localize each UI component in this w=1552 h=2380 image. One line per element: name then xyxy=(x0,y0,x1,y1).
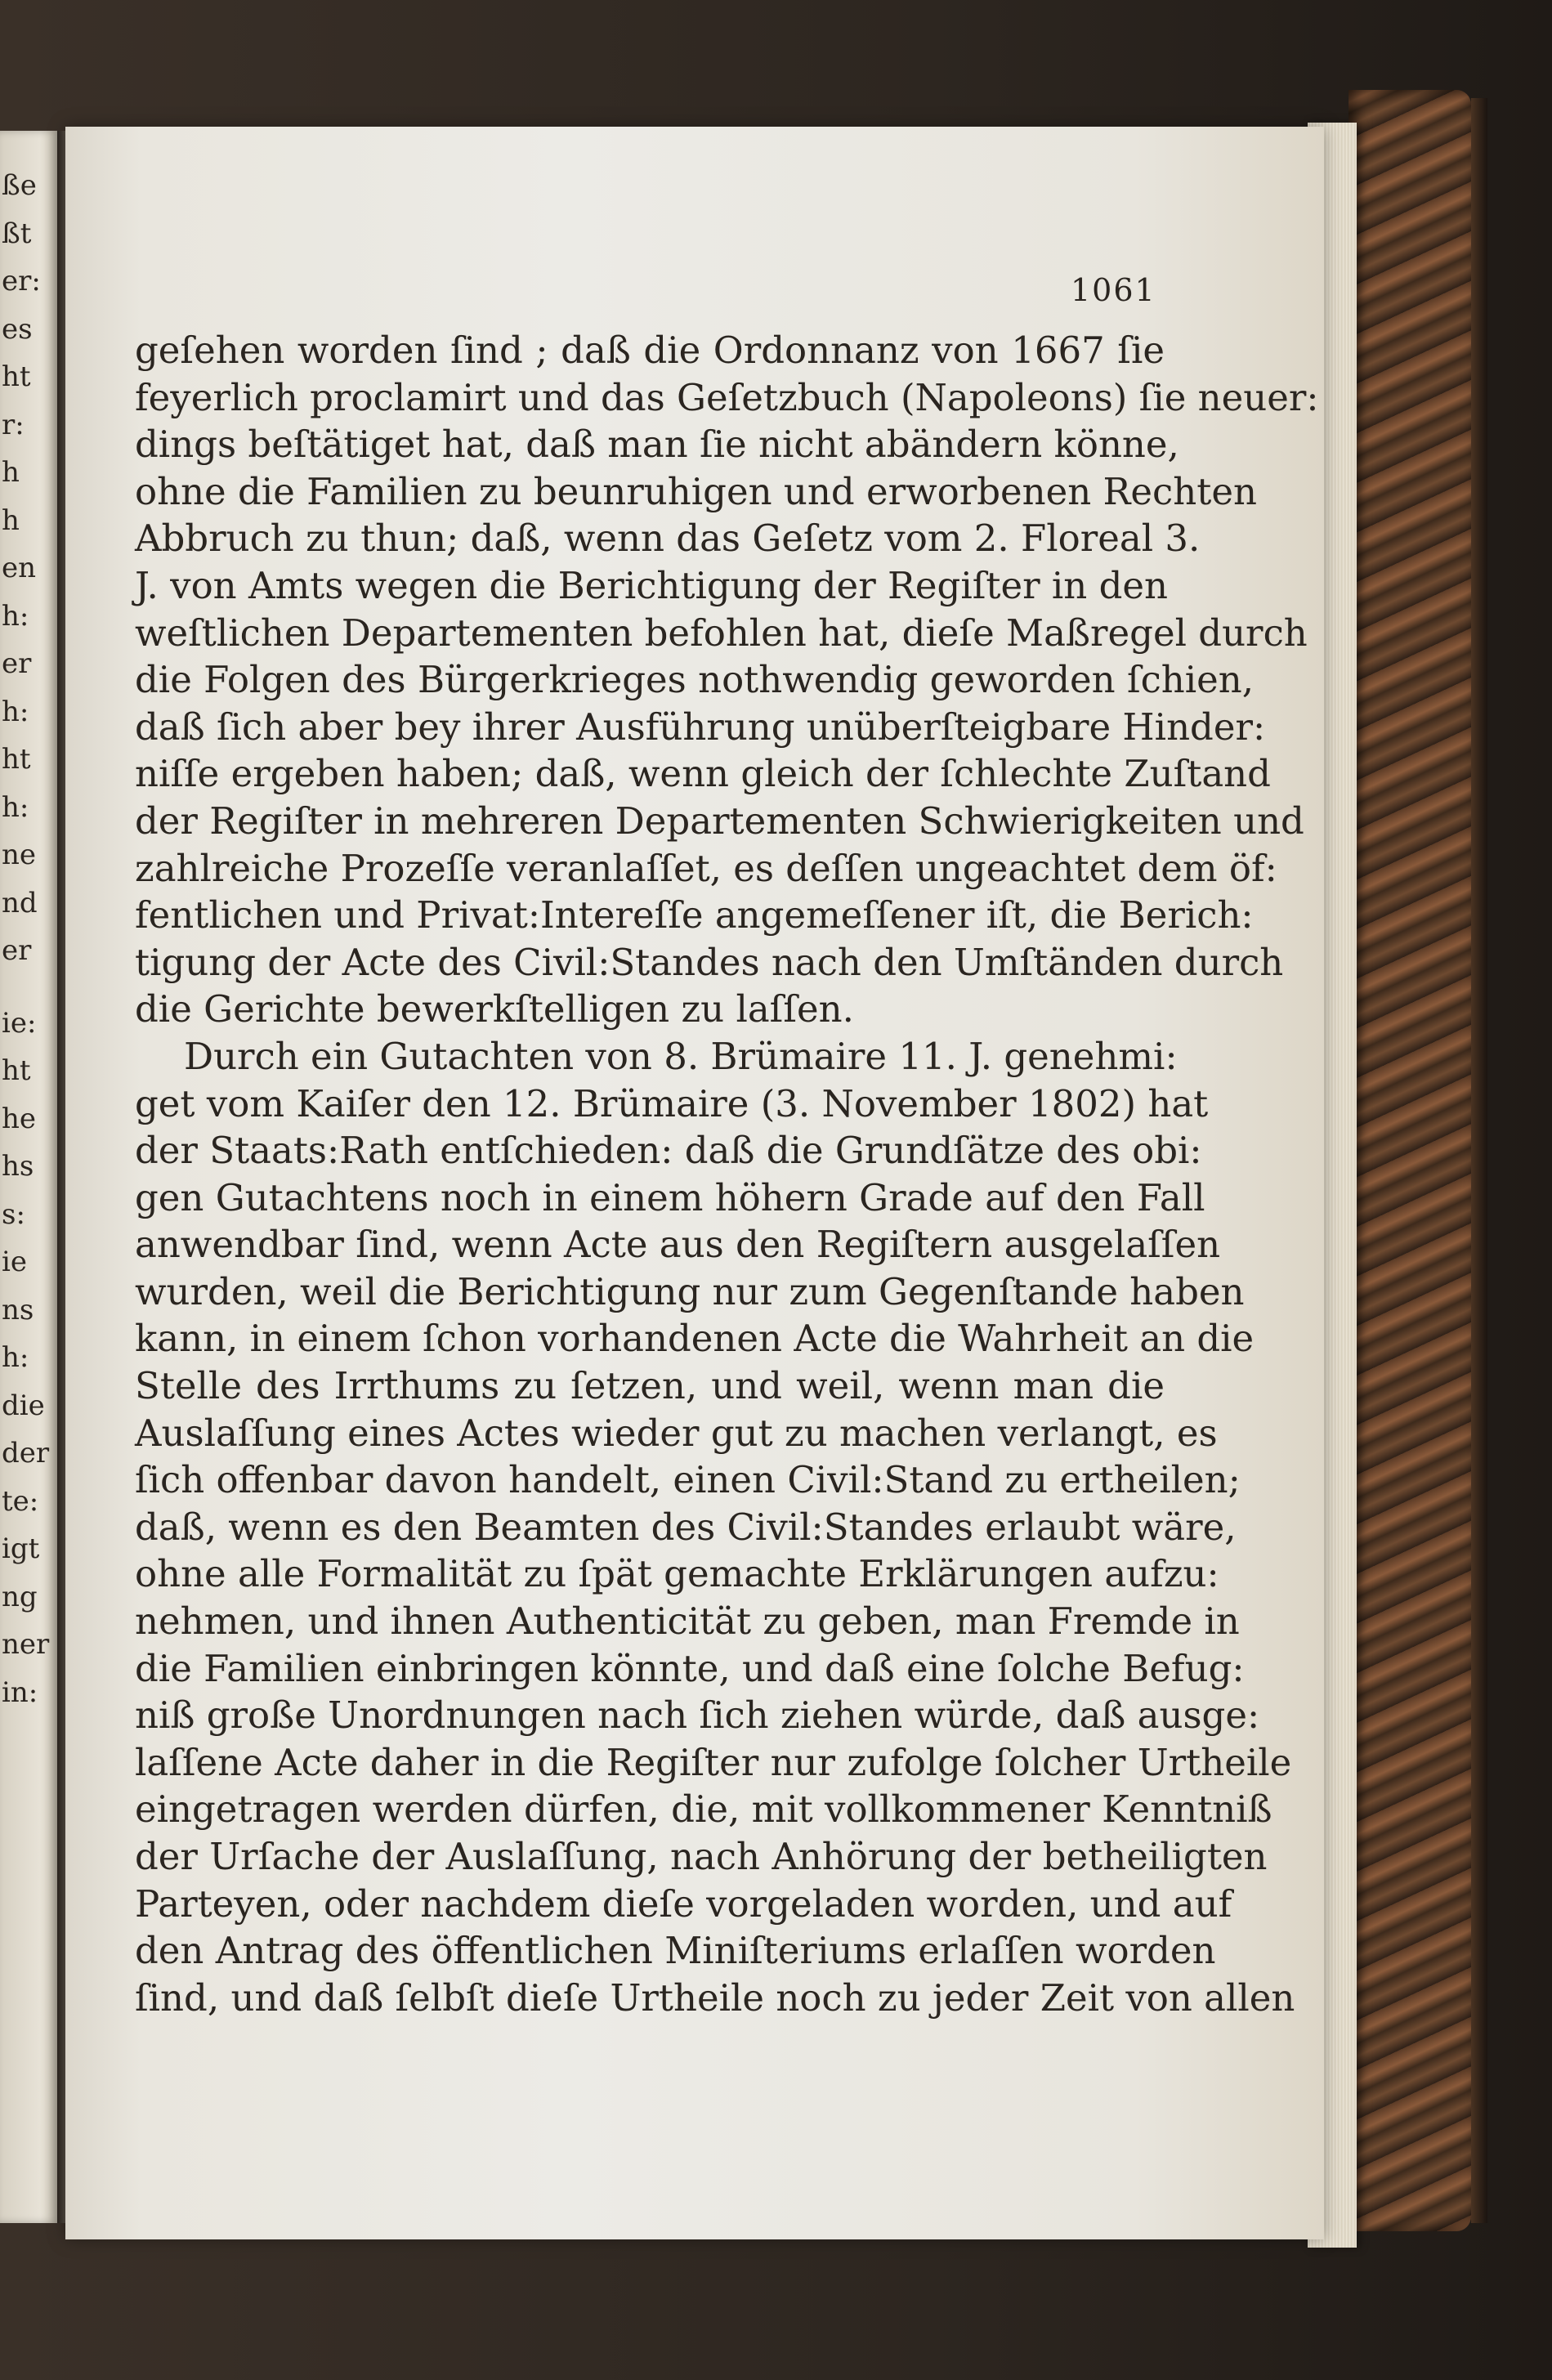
facing-page-line-fragment: ht xyxy=(2,360,31,393)
text-line: eingetragen werden dürfen, die, mit vollkommener Kenntniß xyxy=(135,1787,1272,1832)
facing-page-line-fragment: ßt xyxy=(2,217,32,250)
facing-page-line-fragment: h xyxy=(2,456,20,489)
text-line: gen Gutachtens noch in einem höhern Grade auf den Fall xyxy=(135,1175,1205,1219)
facing-page-line-fragment: r: xyxy=(2,408,25,441)
facing-page-line-fragment: ht xyxy=(2,1054,31,1087)
text-line: die Gerichte bewerkſtelligen zu laſſen. xyxy=(135,987,854,1031)
text-line: anwendbar ſind, wenn Acte aus den Regiſtern ausgelaſſen xyxy=(135,1223,1221,1267)
facing-page-line-fragment: nd xyxy=(2,886,38,919)
text-line: der Staats:Rath entſchieden: daß die Grundſätze des obi: xyxy=(135,1129,1202,1173)
text-line: der Regiſter in mehreren Departementen Schwierigkeiten und xyxy=(135,799,1304,843)
text-line: nehmen, und ihnen Authenticität zu geben, man Fremde in xyxy=(135,1599,1240,1644)
facing-page-line-fragment: es xyxy=(2,312,33,346)
text-line: daß, wenn es den Beamten des Civil:Standes erlaubt wäre, xyxy=(135,1505,1237,1549)
paragraph xyxy=(135,327,1319,1033)
text-line: Auslaſſung eines Actes wieder gut zu machen verlangt, es xyxy=(135,1411,1218,1455)
facing-page-line-fragment: h xyxy=(2,503,20,537)
text-line: ſich offenbar davon handelt, einen Civil:Stand zu ertheilen; xyxy=(135,1458,1241,1502)
facing-page-line-fragment: ie xyxy=(2,1246,27,1278)
facing-page-line-fragment: s: xyxy=(2,1197,25,1231)
facing-page-line-fragment: ße xyxy=(2,169,37,202)
facing-page-line-fragment: ns xyxy=(2,1293,34,1326)
facing-page-line-fragment: hs xyxy=(2,1150,34,1183)
text-line: wurden, weil die Berichtigung nur zum Gegenſtande haben xyxy=(135,1269,1245,1313)
page-number: 1061 xyxy=(1071,272,1156,308)
text-line: Parteyen, oder nachdem dieſe vorgeladen worden, und auf xyxy=(135,1881,1232,1926)
marbled-book-board xyxy=(1348,90,1471,2231)
book-page xyxy=(65,127,1324,2239)
book-board-edge xyxy=(1471,98,1487,2223)
text-line: niſſe ergeben haben; daß, wenn gleich der ſchlechte Zuſtand xyxy=(135,752,1271,796)
text-line: feyerlich proclamirt und das Geſetzbuch (Napoleons) ſie neuer: xyxy=(135,375,1319,419)
text-line: tigung der Acte des Civil:Standes nach den Umſtänden durch xyxy=(135,940,1284,984)
facing-page-line-fragment: h: xyxy=(2,790,29,824)
text-line: geſehen worden ſind ; daß die Ordonnanz von 1667 ſie xyxy=(135,329,1165,372)
text-line: dings beſtätiget hat, daß man ſie nicht abändern könne, xyxy=(135,423,1179,467)
text-line: Abbruch zu thun; daß, wenn das Geſetz vom 2. Floreal 3. xyxy=(135,517,1201,561)
facing-page-line-fragment: h: xyxy=(2,599,29,633)
facing-page-line-fragment: te: xyxy=(2,1484,39,1518)
text-line: laſſene Acte daher in die Regiſter nur zufolge ſolcher Urtheile xyxy=(135,1740,1292,1784)
text-line: fentlichen und Privat:Intereſſe angemeſſener iſt, die Berich: xyxy=(135,893,1254,937)
text-line: die Familien einbringen könnte, und daß eine ſolche Befug: xyxy=(135,1646,1245,1690)
text-line: weſtlichen Departementen befohlen hat, dieſe Maßregel durch xyxy=(135,611,1308,655)
facing-page-line-fragment: in: xyxy=(2,1675,38,1709)
text-line: ſind, und daß ſelbſt dieſe Urtheile noch zu jeder Zeit von allen xyxy=(135,1975,1295,2020)
facing-page-line-fragment: er xyxy=(2,647,32,680)
text-line: zahlreiche Prozeſſe veranlaſſet, es deſſen ungeachtet dem öf: xyxy=(135,846,1277,890)
facing-page-line-fragment: die xyxy=(2,1389,45,1422)
text-line: J. von Amts wegen die Berichtigung der Regiſter in den xyxy=(135,563,1168,607)
text-line: kann, in einem ſchon vorhandenen Acte die Wahrheit an die xyxy=(135,1317,1255,1361)
text-line: den Antrag des öffentlichen Miniſteriums erlaſſen worden xyxy=(135,1929,1216,1973)
facing-page-line-fragment: ne xyxy=(2,839,37,871)
facing-page-line-fragment: igt xyxy=(2,1532,40,1565)
facing-page-line-fragment: ng xyxy=(2,1580,38,1613)
text-line: get vom Kaiſer den 12. Brümaire (3. November 1802) hat xyxy=(135,1081,1209,1125)
facing-page-line-fragment: er xyxy=(2,934,32,967)
facing-page-line-fragment: ner xyxy=(2,1628,50,1661)
text-line: daß ſich aber bey ihrer Ausführung unüberſteigbare Hinder: xyxy=(135,705,1266,749)
text-line: niß große Unordnungen nach ſich ziehen würde, daß ausge: xyxy=(135,1693,1260,1738)
facing-page-line-fragment: er: xyxy=(2,265,41,298)
body-text xyxy=(135,327,1319,2021)
text-line: die Folgen des Bürgerkrieges nothwendig geworden ſchien, xyxy=(135,658,1255,702)
facing-page-line-fragment: der xyxy=(2,1437,50,1470)
text-line: ohne alle Formalität zu ſpät gemachte Erklärungen aufzu: xyxy=(135,1552,1219,1596)
facing-page-line-fragment: h: xyxy=(2,695,29,728)
facing-page-line-fragment: he xyxy=(2,1102,37,1135)
paragraph xyxy=(135,1033,1295,2021)
facing-page-line-fragment: h: xyxy=(2,1341,29,1374)
text-line: der Urſache der Auslaſſung, nach Anhörung der betheiligten xyxy=(135,1835,1268,1878)
text-line: Durch ein Gutachten von 8. Brümaire 11. J. genehmi: xyxy=(184,1034,1178,1078)
text-line: Stelle des Irrthums zu ſetzen, und weil, wenn man die xyxy=(135,1364,1165,1408)
facing-page-line-fragment: en xyxy=(2,552,37,584)
facing-page-line-fragment: ie: xyxy=(2,1006,37,1040)
facing-page-fragment xyxy=(0,131,57,2223)
text-line: ohne die Familien zu beunruhigen und erworbenen Rechten xyxy=(135,469,1257,513)
facing-page-line-fragment: ht xyxy=(2,743,31,776)
